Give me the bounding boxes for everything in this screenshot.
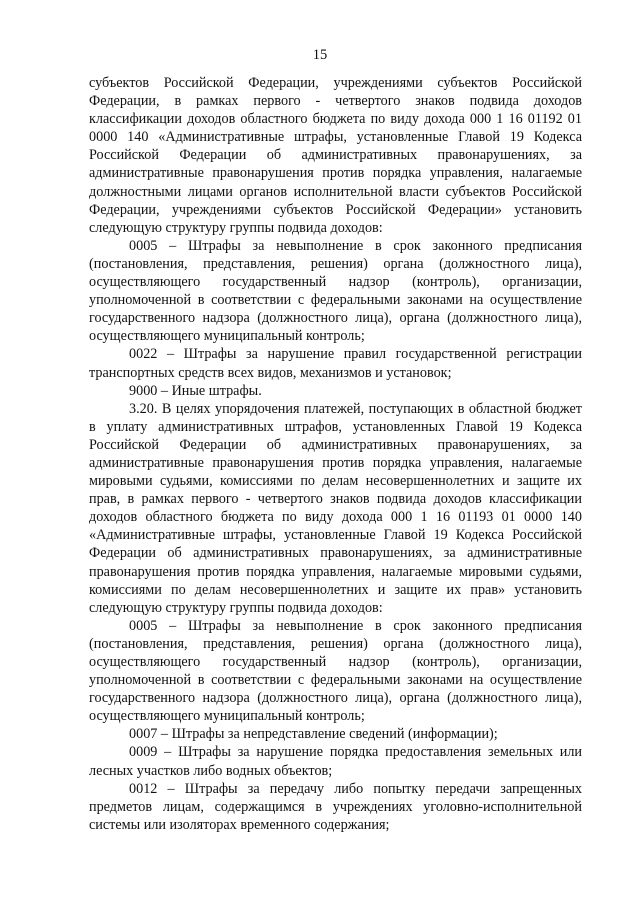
paragraph-code-0022-item: 0022 – Штрафы за нарушение правил государственной регистрации транспортных средств всех видов, механизмов и установок; xyxy=(89,346,582,381)
paragraph-code-0005-item: 0005 – Штрафы за невыполнение в срок законного предписания (постановления, представления, решения) органа (должностного лица), осуществляющего государственный надзор (контроль), организации, уполномоченной в соответствии с федеральными законами на осуществление государственного надзора (должностного лица), органа (должностного лица), осуществляющего муниципальный контроль; xyxy=(89,237,582,345)
paragraph-section-3-20: 3.20. В целях упорядочения платежей, поступающих в областной бюджет в уплату административных штрафов, установленных Главой 19 Кодекса Российской Федерации об административных правонарушениях, за административные правонарушения против порядка управления, налагаемые мировыми судьями, комиссиями по делам несовершеннолетних и защите их прав, в рамках первого - четвертого знаков подвида доходов классификации доходов областного бюджета по виду дохода 000 1 16 01193 01 0000 140 «Административные штрафы, установленные Главой 19 Кодекса Российской Федерации об административных правонарушениях, за административные правонарушения против порядка управления, налагаемые мировыми судьями, комиссиями по делам несовершеннолетних и защите их прав» установить следующую структуру группы подвида доходов: xyxy=(89,400,582,616)
paragraph-code-0005-item: 0005 – Штрафы за невыполнение в срок законного предписания (постановления, представления, решения) органа (должностного лица), осуществляющего государственный надзор (контроль), организации, уполномоченной в соответствии с федеральными законами на осуществление государственного надзора (должностного лица), органа (должностного лица), осуществляющего муниципальный контроль; xyxy=(89,617,582,725)
paragraph-code-0007-item: 0007 – Штрафы за непредставление сведений (информации); xyxy=(129,726,498,743)
paragraph-continuation: субъектов Российской Федерации, учреждениями субъектов Российской Федерации, в рамках первого - четвертого знаков подвида доходов классификации доходов областного бюджета по виду дохода 000 1 16 01192 01 0000 140 «Административные штрафы, установленные Главой 19 Кодекса Российской Федерации об административных правонарушениях, за административные правонарушения против порядка управления, налагаемые должностными лицами органов исполнительной власти субъектов Российской Федерации, учреждениями субъектов Российской Федерации» установить следующую структуру группы подвида доходов: xyxy=(89,75,582,236)
document-body xyxy=(89,74,582,834)
paragraph-code-0009-item: 0009 – Штрафы за нарушение порядка предоставления земельных или лесных участков либо водных объектов; xyxy=(89,744,582,779)
paragraph-code-9000-item: 9000 – Иные штрафы. xyxy=(129,382,262,399)
page-number: 15 xyxy=(312,47,328,63)
paragraph-code-0012-item: 0012 – Штрафы за передачу либо попытку передачи запрещенных предметов лицам, содержащимся в учреждениях уголовно-исполнительной системы или изоляторах временного содержания; xyxy=(89,780,582,833)
